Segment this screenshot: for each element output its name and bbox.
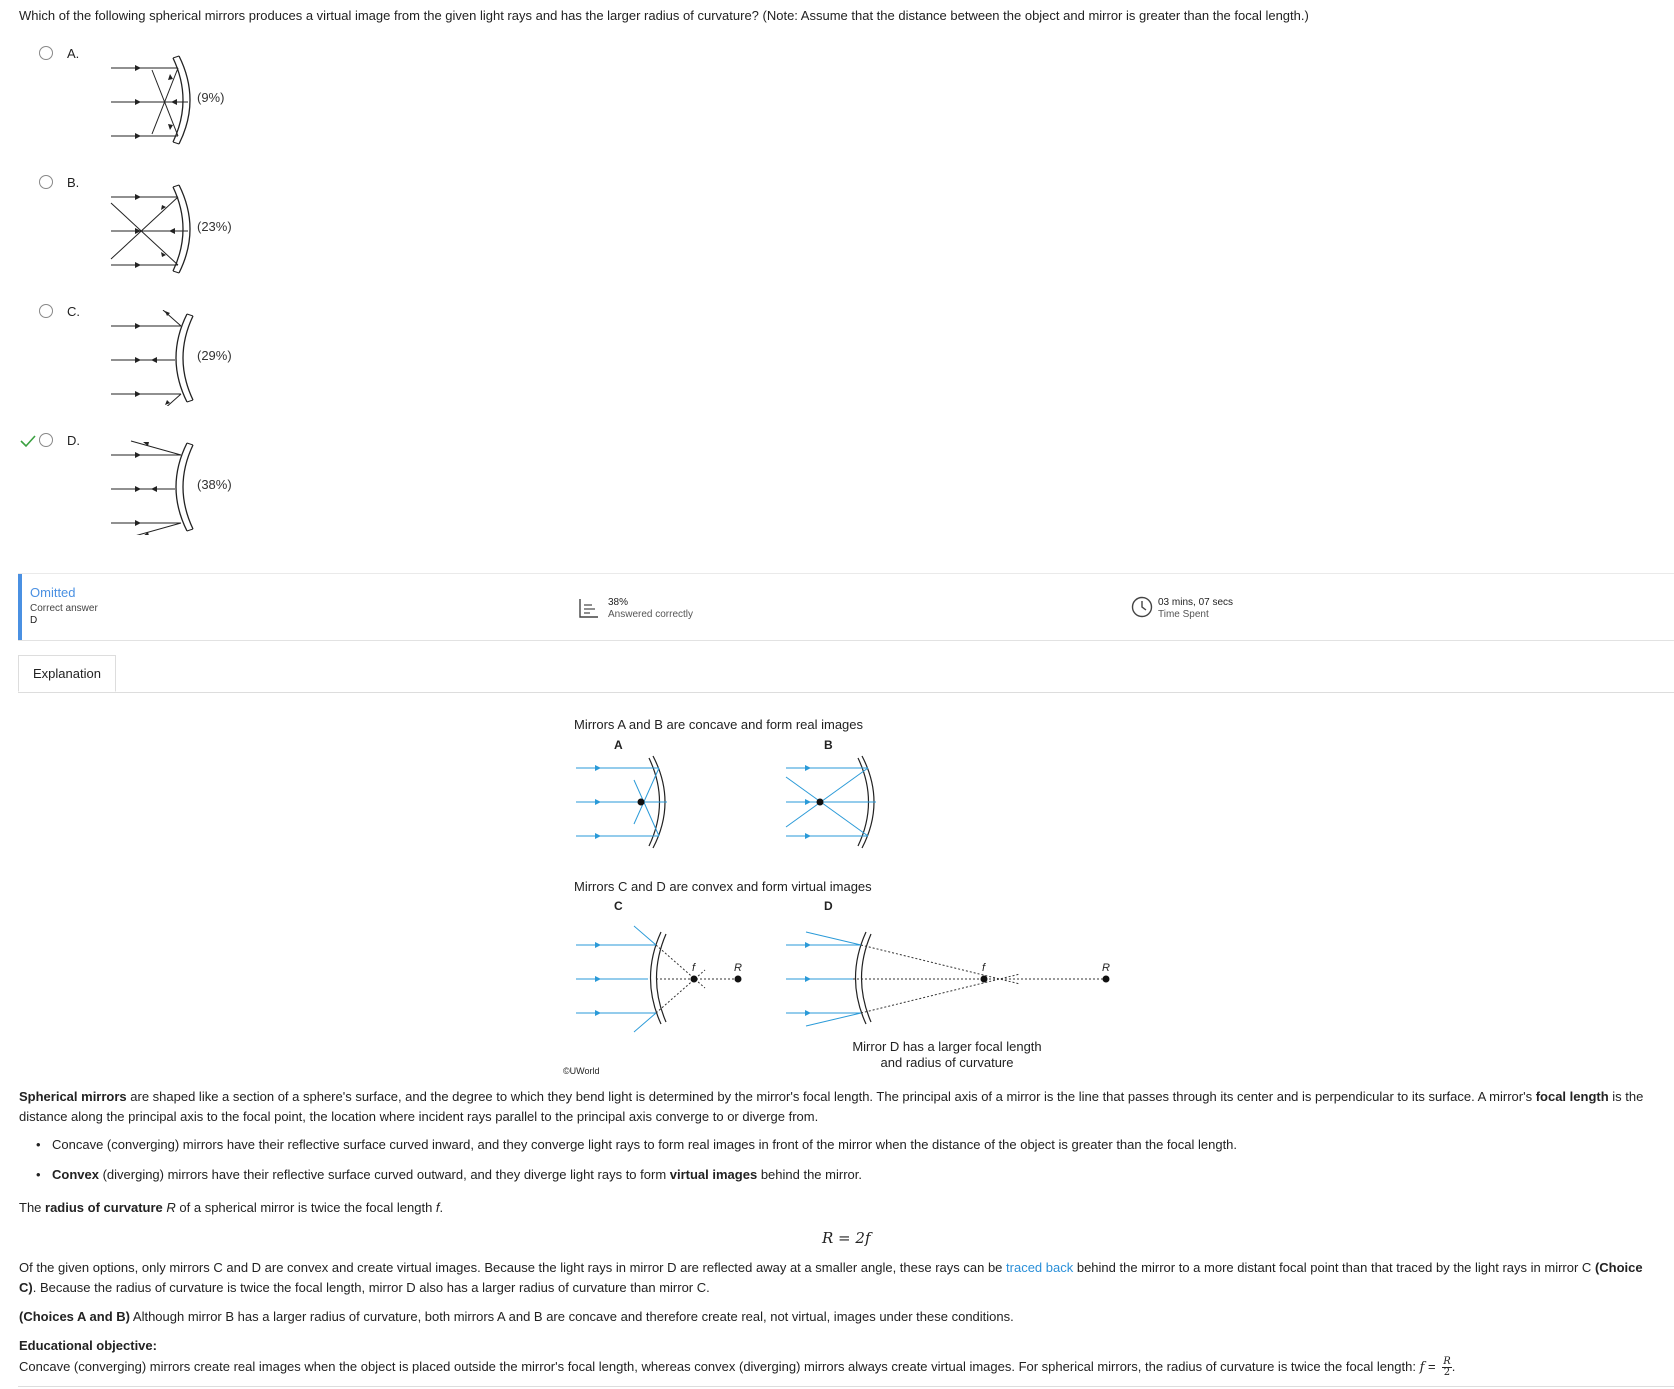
label-r-d: R bbox=[1102, 962, 1110, 974]
figure-title-bottom: Mirrors C and D are convex and form virtual images bbox=[574, 879, 872, 894]
label-c: C bbox=[614, 899, 623, 913]
figure-title-top: Mirrors A and B are concave and form real images bbox=[574, 717, 864, 732]
option-d-radio[interactable] bbox=[39, 433, 53, 447]
option-a-radio[interactable] bbox=[39, 46, 53, 60]
option-d-diagram bbox=[91, 439, 201, 538]
label-b: B bbox=[824, 738, 833, 752]
option-c-percent: (29%) bbox=[197, 348, 232, 363]
mirror-b-diagram bbox=[786, 756, 876, 848]
label-a: A bbox=[614, 738, 623, 752]
educational-objective-text: Concave (converging) mirrors create real images when the object is placed outside the mirror's focal length, whereas convex (diverging) mirrors always create virtual images. For spherical mirrors, the radius of curvature is twice the focal length: f = $\frac{R}{2}$ . bbox=[19, 1356, 1456, 1379]
option-b-percent: (23%) bbox=[197, 219, 232, 234]
status-accent-bar bbox=[18, 574, 22, 640]
option-c-letter: C. bbox=[67, 304, 80, 319]
question-text: Which of the following spherical mirrors produces a virtual image from the given light rays and has the larger radius of curvature? (Note: Assume that the distance between the object and mirror is greater than the focal length.) bbox=[19, 8, 1309, 23]
formula-r-2f: R = 2f bbox=[822, 1229, 871, 1247]
tab-explanation[interactable]: Explanation bbox=[18, 655, 116, 692]
option-a-percent: (9%) bbox=[197, 90, 225, 105]
option-c-diagram bbox=[91, 310, 201, 409]
correct-answer-label: Correct answer bbox=[30, 603, 98, 614]
traced-back-link[interactable]: traced back bbox=[1006, 1260, 1074, 1275]
option-d-letter: D. bbox=[67, 433, 80, 448]
correct-check-icon bbox=[19, 433, 37, 449]
term-spherical-mirrors: Spherical mirrors bbox=[19, 1089, 127, 1104]
copyright: ©UWorld bbox=[563, 1066, 600, 1076]
educational-objective-heading: Educational objective: bbox=[19, 1338, 157, 1353]
percent-correct-value: 38% bbox=[608, 597, 629, 608]
explanation-paragraph-3: Of the given options, only mirrors C and D are convex and create virtual images. Because the light rays in mirror D are reflected away at a smaller angle, these rays can be traced back behind the mirror to a more distant focal point than that traced by the light rays in mirror C (Choice C). Because the radius of curvature is twice the focal length, mirror D also has a larger radius of curvature than mirror C. bbox=[19, 1260, 1643, 1295]
option-b-radio[interactable] bbox=[39, 175, 53, 189]
explanation-paragraph-1: Spherical mirrors are shaped like a section of a sphere's surface, and the degree to which they bend light is determined by the mirror's focal length. The principal axis of a mirror is the line that passes through its center and is perpendicular to its surface. A mirror's focal length is the distance along the principal axis to the focal point, the location where incident rays parallel to the principal axis converge to or diverge from. bbox=[19, 1089, 1644, 1124]
label-r-c: R bbox=[734, 962, 742, 974]
option-a-diagram bbox=[91, 52, 201, 151]
label-d: D bbox=[824, 899, 833, 913]
option-b-diagram bbox=[91, 181, 201, 280]
explanation-paragraph-4: (Choices A and B) Although mirror B has a larger radius of curvature, both mirrors A and B are concave and therefore create real, not virtual, images under these conditions. bbox=[19, 1309, 1014, 1324]
clock-icon bbox=[1131, 596, 1153, 621]
figure-note-line2: and radius of curvature bbox=[880, 1055, 1014, 1070]
fraction-r-over-2: $\frac{R}{2}$ bbox=[1443, 1356, 1451, 1379]
option-a-letter: A. bbox=[67, 46, 80, 61]
bottom-divider bbox=[18, 1386, 1674, 1387]
bar-chart-icon bbox=[578, 597, 600, 622]
mirror-explanation-figure bbox=[560, 712, 1120, 1085]
option-c-radio[interactable] bbox=[39, 304, 53, 318]
term-focal-length: focal length bbox=[1535, 1089, 1609, 1104]
mirror-a-diagram bbox=[576, 756, 667, 848]
time-spent-label: Time Spent bbox=[1158, 609, 1209, 620]
correct-answer-value: D bbox=[30, 615, 38, 626]
label-f-d: f bbox=[982, 962, 986, 974]
option-d-percent: (38%) bbox=[197, 477, 232, 492]
status-omitted: Omitted bbox=[30, 585, 76, 600]
result-stats-bar bbox=[18, 573, 1674, 641]
explanation-paragraph-2: The radius of curvature R of a spherical mirror is twice the focal length f. bbox=[19, 1200, 444, 1215]
tab-bar bbox=[18, 655, 1674, 693]
percent-correct-label: Answered correctly bbox=[608, 609, 694, 620]
time-spent-value: 03 mins, 07 secs bbox=[1158, 597, 1234, 608]
option-b-letter: B. bbox=[67, 175, 80, 190]
mirror-d-diagram bbox=[786, 932, 1110, 1026]
mirror-c-diagram bbox=[576, 926, 742, 1032]
figure-note-line1: Mirror D has a larger focal length bbox=[852, 1039, 1042, 1054]
label-f-c: f bbox=[692, 962, 696, 974]
